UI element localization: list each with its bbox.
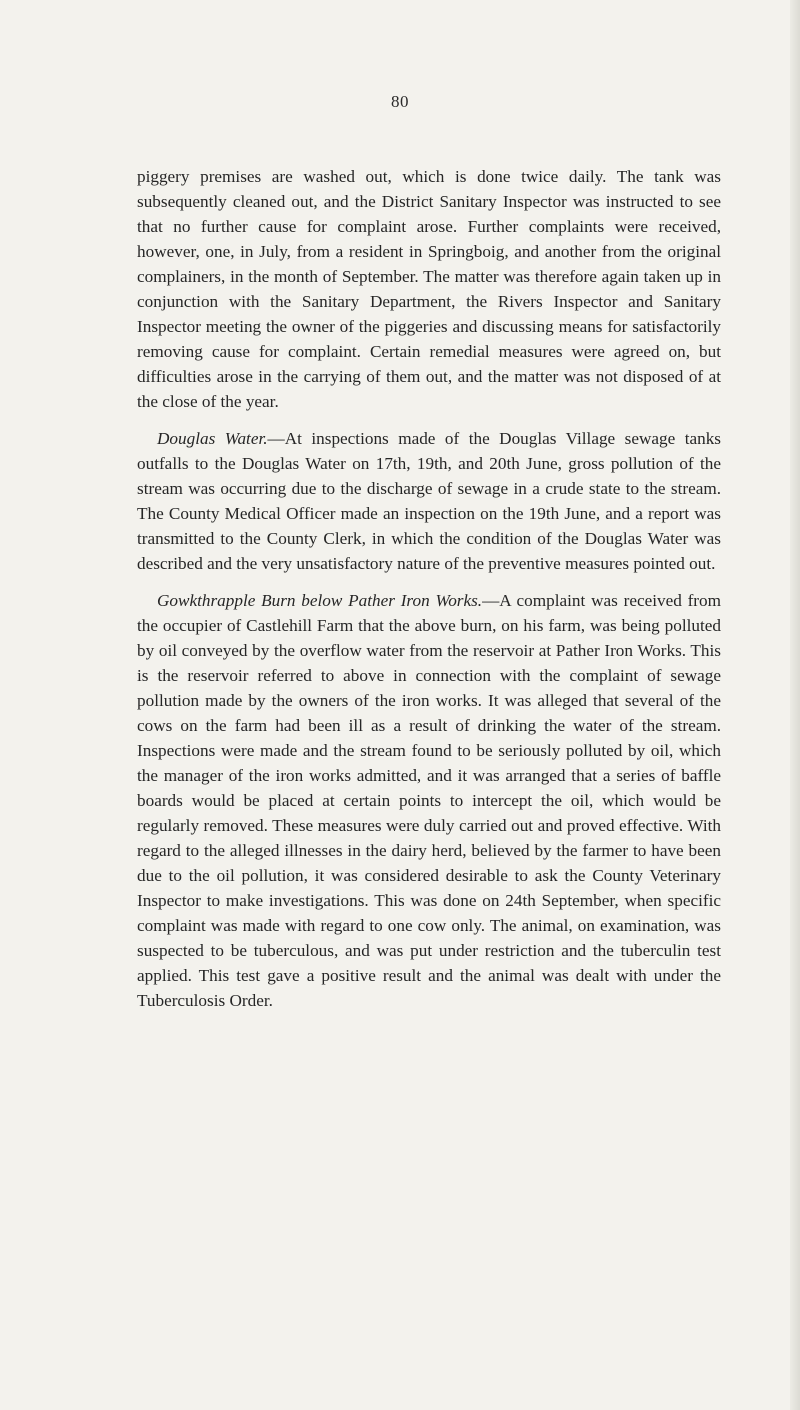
paragraph-heading: Gowkthrapple Burn below Pather Iron Works. <box>157 591 483 610</box>
paragraph-heading: Douglas Water. <box>157 429 268 448</box>
page-number: 80 <box>391 92 409 111</box>
body-text <box>137 164 721 1025</box>
paragraph-text: —A complaint was received from the occupier of Castlehill Farm that the above burn, on his farm, was being polluted by oil conveyed by the overflow water from the reservoir at Pather Iron Works. This is the reservoir referred to above in connection with the complaint of sewage pollution made by the owners of the iron works. It was alleged that several of the cows on the farm had been ill as a result of drinking the water of the stream. Inspections were made and the stream found to be seriously polluted by oil, which the manager of the iron works admitted, and it was arranged that a series of baffle boards would be placed at certain points to intercept the oil, which would be regularly removed. These measures were duly carried out and proved effective. With regard to the alleged illnesses in the dairy herd, believed by the farmer to have been due to the oil pollution, it was considered desirable to ask the County Veterinary Inspector to make investigations. This was done on 24th September, when specific complaint was made with regard to one cow only. The animal, on examination, was suspected to be tuberculous, and was put under restriction and the tuberculin test applied. This test gave a positive result and the animal was dealt with under the Tuberculosis Order. <box>137 591 721 1010</box>
page-edge-shadow <box>790 0 800 1410</box>
paragraph-piggery <box>137 164 721 414</box>
paragraph-text: piggery premises are washed out, which is done twice daily. The tank was subsequently cleaned out, and the District Sanitary Inspector was instructed to see that no further cause for complaint arose. Further complaints were received, however, one, in July, from a resident in Springboig, and another from the original complainers, in the month of September. The matter was therefore again taken up in conjunction with the Sanitary Department, the Rivers Inspector and Sanitary Inspector meeting the owner of the piggeries and discussing means for satisfactorily removing cause for complaint. Certain remedial measures were agreed on, but difficulties arose in the carrying of them out, and the matter was not disposed of at the close of the year. <box>137 167 721 411</box>
paragraph-text: —At inspections made of the Douglas Village sewage tanks outfalls to the Douglas Water on 17th, 19th, and 20th June, gross pollution of the stream was occurring due to the discharge of sewage in a crude state to the stream. The County Medical Officer made an inspection on the 19th June, and a report was transmitted to the County Clerk, in which the condition of the Douglas Water was described and the very unsatisfactory nature of the preventive measures pointed out. <box>137 429 721 573</box>
paragraph-gowkthrapple-burn <box>137 588 721 1013</box>
paragraph-douglas-water <box>137 426 721 576</box>
